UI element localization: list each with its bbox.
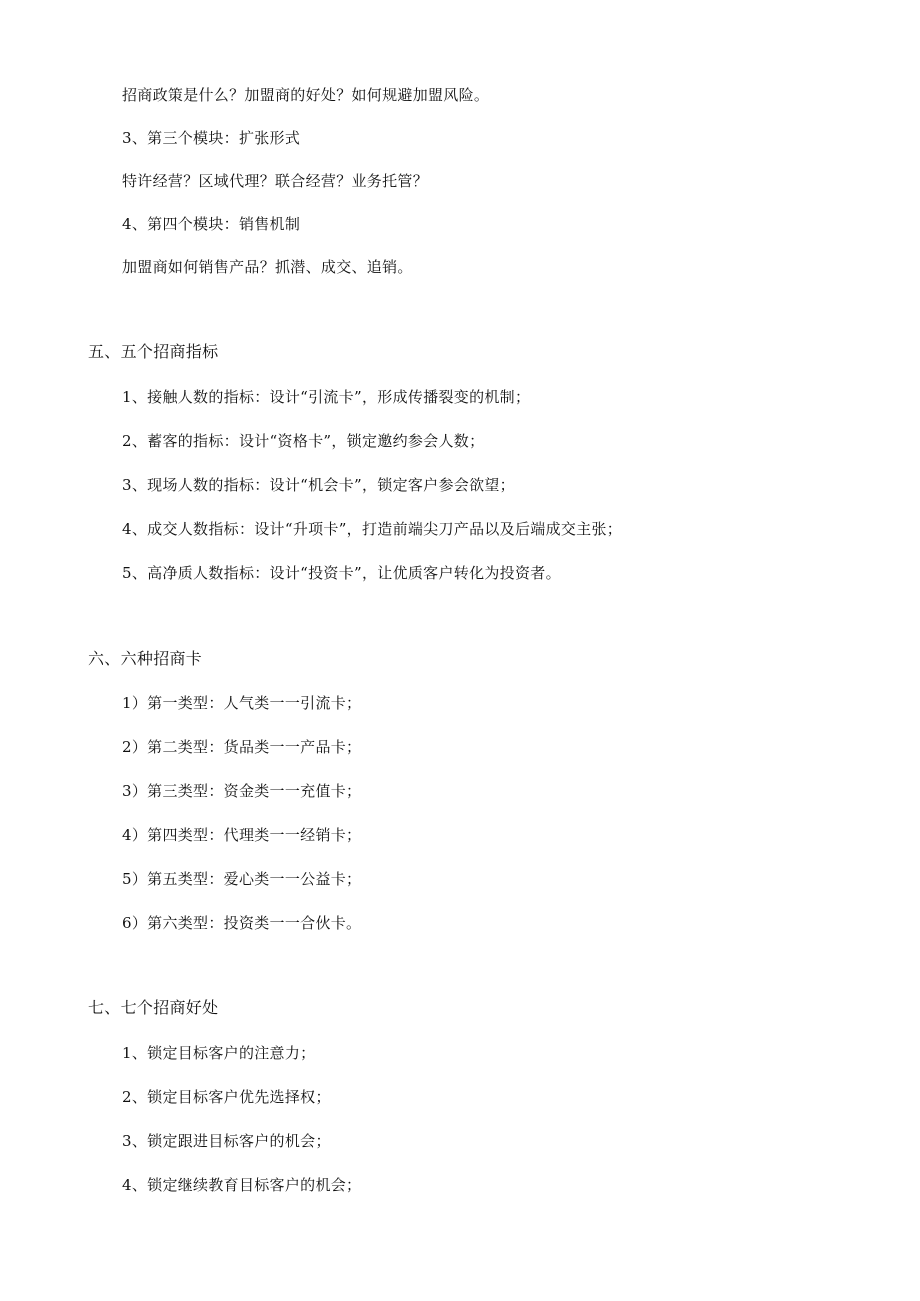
section6-item-2: 2）第二类型：货品类一一产品卡； <box>122 738 362 756</box>
module3-title: 3、第三个模块：扩张形式 <box>122 129 301 147</box>
section6-item-6: 6）第六类型：投资类一一合伙卡。 <box>122 914 362 932</box>
section5-item-3: 3、现场人数的指标：设计“机会卡”，锁定客户参会欲望； <box>122 476 515 494</box>
section7-item-3: 3、锁定跟进目标客户的机会； <box>122 1132 331 1150</box>
section5-item-4: 4、成交人数指标：设计“升项卡”，打造前端尖刀产品以及后端成交主张； <box>122 520 623 538</box>
section6-item-1: 1）第一类型：人气类一一引流卡； <box>122 694 362 712</box>
section5-item-2: 2、蓄客的指标：设计“资格卡”，锁定邀约参会人数； <box>122 432 485 450</box>
paragraph-policy: 招商政策是什么？加盟商的好处？如何规避加盟风险。 <box>122 86 490 104</box>
section6-item-4: 4）第四类型：代理类一一经销卡； <box>122 826 362 844</box>
module4-title: 4、第四个模块：销售机制 <box>122 215 301 233</box>
section7-item-2: 2、锁定目标客户优先选择权； <box>122 1088 331 1106</box>
section6-item-3: 3）第三类型：资金类一一充值卡； <box>122 782 362 800</box>
section5-item-5: 5、高净质人数指标：设计“投资卡”，让优质客户转化为投资者。 <box>122 564 561 582</box>
section7-item-1: 1、锁定目标客户的注意力； <box>122 1044 316 1062</box>
module4-description: 加盟商如何销售产品？抓潜、成交、追销。 <box>122 258 413 276</box>
section6-heading: 六、六种招商卡 <box>88 649 203 668</box>
section5-item-1: 1、接触人数的指标：设计“引流卡”，形成传播裂变的机制； <box>122 388 531 406</box>
section5-heading: 五、五个招商指标 <box>88 342 219 361</box>
section6-item-5: 5）第五类型：爱心类一一公益卡； <box>122 870 362 888</box>
section7-heading: 七、七个招商好处 <box>88 998 219 1017</box>
section7-item-4: 4、锁定继续教育目标客户的机会； <box>122 1176 362 1194</box>
module3-description: 特许经营？区域代理？联合经营？业务托管？ <box>122 172 429 190</box>
